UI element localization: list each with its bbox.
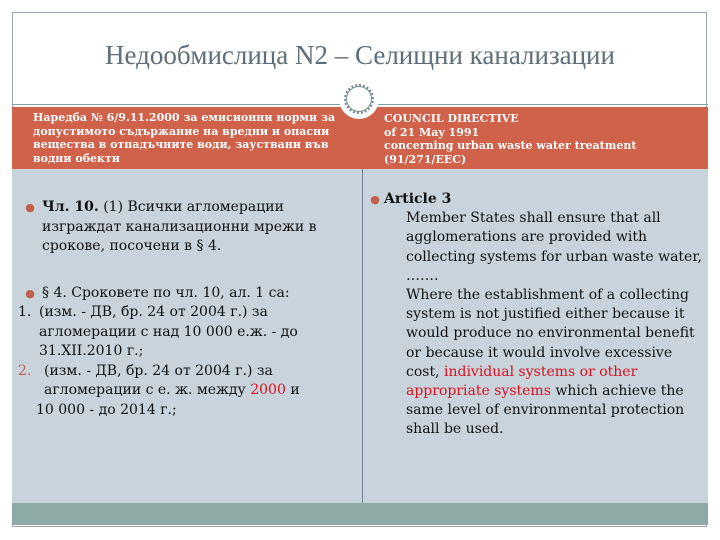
bullet-item — [18, 284, 358, 304]
item-text: и — [285, 382, 300, 398]
decorative-circle-icon — [339, 79, 379, 119]
column-divider — [362, 169, 363, 503]
numbered-item — [18, 362, 358, 401]
bullet-item — [18, 198, 358, 257]
text: Where the establishment of a collecting system is not justified either because it would produce no environmental benefit or because it would involve excessive cost, — [406, 287, 695, 380]
ellipsis: ……. — [406, 267, 439, 284]
header-line: of 21 May 1991 — [384, 125, 480, 139]
article-label: Article 3 — [384, 191, 452, 207]
bullet-item — [366, 190, 704, 209]
footer-bar — [12, 503, 708, 525]
item-text: (изм. - ДВ, бр. 24 от 2004 г.) за агломерации с е. ж. между — [44, 362, 273, 398]
item-number: 1. — [18, 304, 32, 320]
right-column — [370, 190, 704, 440]
paragraph: Member States shall ensure that all agglomerations are provided with collecting systems for urban waste water, — [406, 210, 702, 265]
bullet-icon: ● — [370, 193, 380, 206]
item-number: 2. — [18, 362, 32, 379]
header-line: (91/271/EEC) — [384, 152, 467, 166]
item-text: 10 000 - до 2014 г.; — [36, 401, 177, 418]
bullet-text: § 4. Сроковете по чл. 10, ал. 1 са: — [42, 284, 290, 301]
bullet-icon: ● — [25, 286, 35, 300]
highlight-text: 2000 — [250, 382, 286, 398]
right-header — [384, 112, 704, 166]
article-label: Чл. 10. — [42, 199, 99, 215]
highlight-text: individual systems or other appropriate systems — [406, 363, 638, 400]
numbered-item — [18, 303, 358, 362]
bullet-text: (1) Всички агломерации изграждат канализационни мрежи в срокове, посочени в § 4. — [42, 199, 317, 254]
paragraph — [406, 286, 704, 440]
header-line: concerning urban waste water treatment — [384, 139, 637, 152]
left-column — [18, 198, 358, 420]
item-text: (изм. - ДВ, бр. 24 от 2004 г.) за агломерации с над 10 000 е.ж. - до 31.XII.2010 г.; — [39, 304, 298, 359]
text: which achieve the same level of environmental protection shall be used. — [406, 383, 685, 438]
left-header: Наредба № 6/9.11.2000 за емисионни норми за допустимото съдържание на вредни и опасни вещества в отпадъчните води, зауствани във водни обекти — [33, 111, 336, 165]
header-line: COUNCIL DIRECTIVE — [384, 112, 519, 125]
slide-title: Недообмислица N2 – Селищни канализации — [105, 40, 615, 70]
bullet-icon: ● — [25, 201, 35, 214]
